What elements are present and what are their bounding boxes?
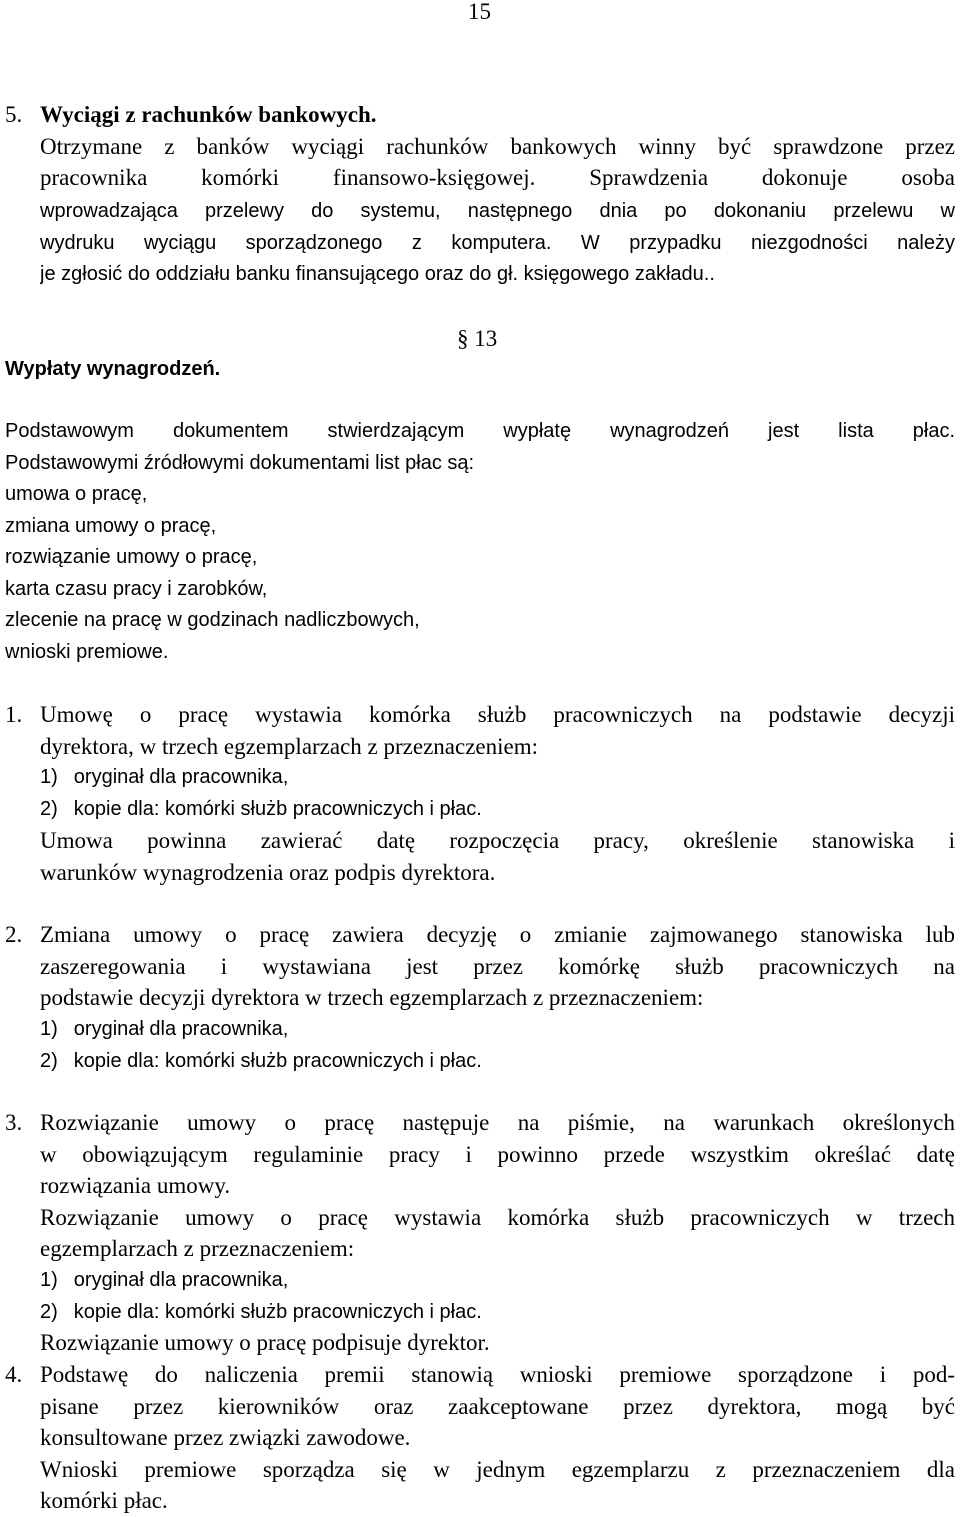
- item-1-sub-block: [40, 762, 955, 825]
- section-number: 5.: [5, 102, 23, 127]
- sub-item-number: 1): [40, 1018, 58, 1040]
- section-line: pracownika komórki finansowo-księgowej. Sprawdzenia dokonuje osoba: [40, 165, 955, 190]
- section-title: Wyciągi z rachunków bankowych.: [40, 102, 377, 127]
- item-4-block: [40, 1359, 955, 1517]
- sub-item: [40, 794, 955, 826]
- item-line: komórki płac.: [40, 1488, 168, 1513]
- sub-item: [40, 1014, 955, 1046]
- item-line: Umowę o pracę wystawia komórka służb pracowniczych na podstawie decyzji: [40, 702, 955, 727]
- sub-item-number: 2): [40, 1049, 58, 1072]
- paragraph-mark: § 13: [457, 326, 498, 351]
- item-line: Zmiana umowy o pracę zawiera decyzję o zmianie zajmowanego stanowiska lub: [40, 922, 955, 947]
- intro-block: [5, 416, 955, 668]
- sub-item: [40, 762, 955, 794]
- sub-item: [40, 1046, 955, 1078]
- page-number: 15: [468, 0, 491, 24]
- intro-line: umowa o pracę,: [5, 483, 148, 505]
- item-line: dyrektora, w trzech egzemplarzach z przeznaczeniem:: [40, 733, 539, 759]
- item-line: Umowa powinna zawierać datę rozpoczęcia pracy, określenie stanowiska i: [40, 828, 955, 853]
- item-line: warunków wynagrodzenia oraz podpis dyrektora.: [40, 859, 496, 885]
- item-line: zaszeregowania i wystawiana jest przez komórkę służb pracowniczych na: [40, 953, 955, 979]
- intro-line: zlecenie na pracę w godzinach nadliczbowych,: [5, 609, 420, 631]
- sub-item-text: oryginał dla pracownika,: [73, 766, 289, 788]
- intro-line: karta czasu pracy i zarobków,: [5, 577, 268, 600]
- item-line: Podstawę do naliczenia premii stanowią wnioski premiowe sporządzone i pod-: [40, 1362, 955, 1387]
- item-line: egzemplarzach z przeznaczeniem:: [40, 1236, 355, 1261]
- section-5-sans-block: [40, 196, 955, 291]
- item-1-after-block: [40, 825, 955, 888]
- item-line: Rozwiązanie umowy o pracę wystawia komórka służb pracowniczych w trzech: [40, 1204, 955, 1230]
- section-5-block: [40, 99, 955, 194]
- section-line: Otrzymane z banków wyciągi rachunków bankowych winny być sprawdzone przez: [40, 133, 955, 159]
- item-3-sub-block: [40, 1265, 955, 1328]
- item-2-sub-block: [40, 1014, 955, 1077]
- sub-item-text: kopie dla: komórki służb pracowniczych i płac.: [73, 797, 482, 820]
- item-line: Rozwiązanie umowy o pracę następuje na piśmie, na warunkach określonych: [40, 1110, 955, 1135]
- sub-item: [40, 1297, 955, 1329]
- sub-item-number: 1): [40, 1269, 58, 1291]
- intro-line: Podstawowym dokumentem stwierdzającym wypłatę wynagrodzeń jest lista płac.: [5, 420, 955, 442]
- item-line: rozwiązania umowy.: [40, 1173, 231, 1198]
- item-number: 3.: [5, 1110, 23, 1135]
- item-line: w obowiązującym regulaminie pracy i powinno przede wszystkim określać datę: [40, 1141, 955, 1167]
- intro-line: rozwiązanie umowy o pracę,: [5, 546, 258, 568]
- item-number: 1.: [5, 702, 23, 727]
- sub-item-number: 1): [40, 766, 58, 788]
- item-line: Rozwiązanie umowy o pracę podpisuje dyrektor.: [40, 1330, 490, 1355]
- sub-item-text: kopie dla: komórki służb pracowniczych i płac.: [73, 1300, 482, 1323]
- sub-item: [40, 1265, 955, 1297]
- section-line: je zgłosić do oddziału banku finansującego oraz do gł. księgowego zakładu..: [40, 263, 715, 285]
- item-1-block: [40, 699, 955, 762]
- payroll-heading: Wypłaty wynagrodzeń.: [5, 358, 221, 380]
- sub-item-text: oryginał dla pracownika,: [73, 1269, 289, 1291]
- sub-item-text: oryginał dla pracownika,: [73, 1018, 289, 1040]
- item-line: Wnioski premiowe sporządza się w jednym egzemplarzu z przeznaczeniem dla: [40, 1456, 955, 1482]
- item-3-after-block: [40, 1327, 955, 1359]
- item-2-block: [40, 919, 955, 1014]
- intro-line: Podstawowymi źródłowymi dokumentami list płac są:: [5, 451, 475, 474]
- item-number: 4.: [5, 1362, 23, 1387]
- sub-item-text: kopie dla: komórki służb pracowniczych i płac.: [73, 1049, 482, 1072]
- sub-item-number: 2): [40, 1300, 58, 1323]
- section-line: wprowadzająca przelewy do systemu, następnego dnia po dokonaniu przelewu w: [40, 200, 955, 222]
- item-number: 2.: [5, 922, 23, 947]
- intro-line: wnioski premiowe.: [5, 640, 169, 663]
- item-line: konsultowane przez związki zawodowe.: [40, 1425, 411, 1450]
- sub-item-number: 2): [40, 797, 58, 820]
- item-line: podstawie decyzji dyrektora w trzech egzemplarzach z przeznaczeniem:: [40, 985, 704, 1010]
- intro-line: zmiana umowy o pracę,: [5, 514, 217, 537]
- item-line: pisane przez kierowników oraz zaakceptowane przez dyrektora, mogą być: [40, 1393, 955, 1419]
- section-line: wydruku wyciągu sporządzonego z komputera. W przypadku niezgodności należy: [40, 231, 955, 254]
- item-3-block: [40, 1107, 955, 1265]
